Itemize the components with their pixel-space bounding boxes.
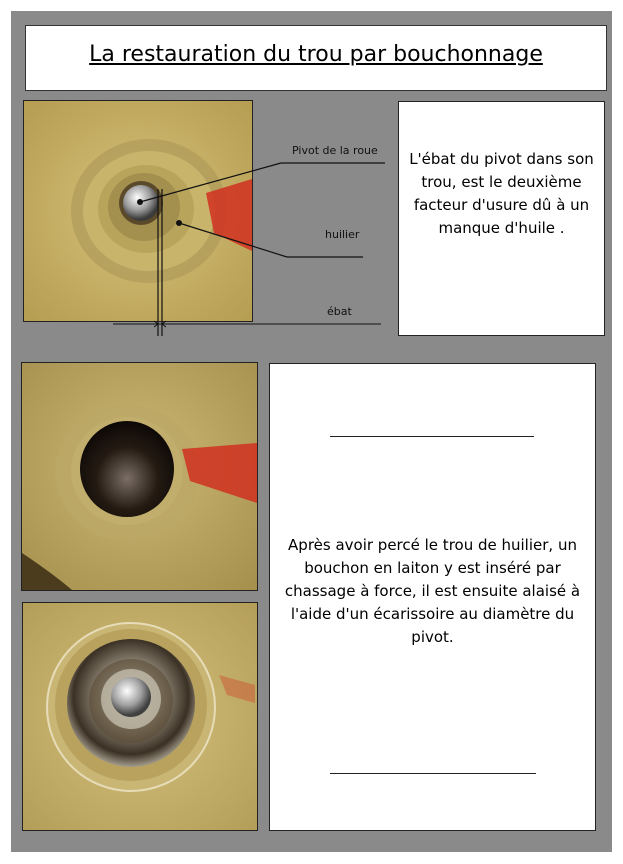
bushed-hole-photo	[22, 602, 258, 831]
top-separator-line	[330, 436, 534, 437]
wear-explanation-panel	[398, 101, 605, 336]
bushing-explanation-text: Après avoir percé le trou de huilier, un bouchon en laiton y est inséré par chassage à force, il est ensuite alaisé à l'aide d'un écarissoire au diamètre du pivot.	[284, 536, 581, 646]
page-frame	[11, 11, 612, 852]
wear-explanation-text: L'ébat du pivot dans son trou, est le deuxième facteur d'usure dû à un manque d'huile .	[409, 150, 594, 237]
bottom-separator-line	[330, 773, 536, 774]
callout-pivot-label: Pivot de la roue	[292, 144, 378, 157]
drilled-hole-photo	[21, 362, 258, 591]
callout-oiler-label: huilier	[325, 228, 360, 241]
callout-play-label: ébat	[327, 305, 352, 318]
page-title: La restauration du trou par bouchonnage	[89, 42, 543, 67]
bushing-explanation-panel	[269, 363, 596, 831]
